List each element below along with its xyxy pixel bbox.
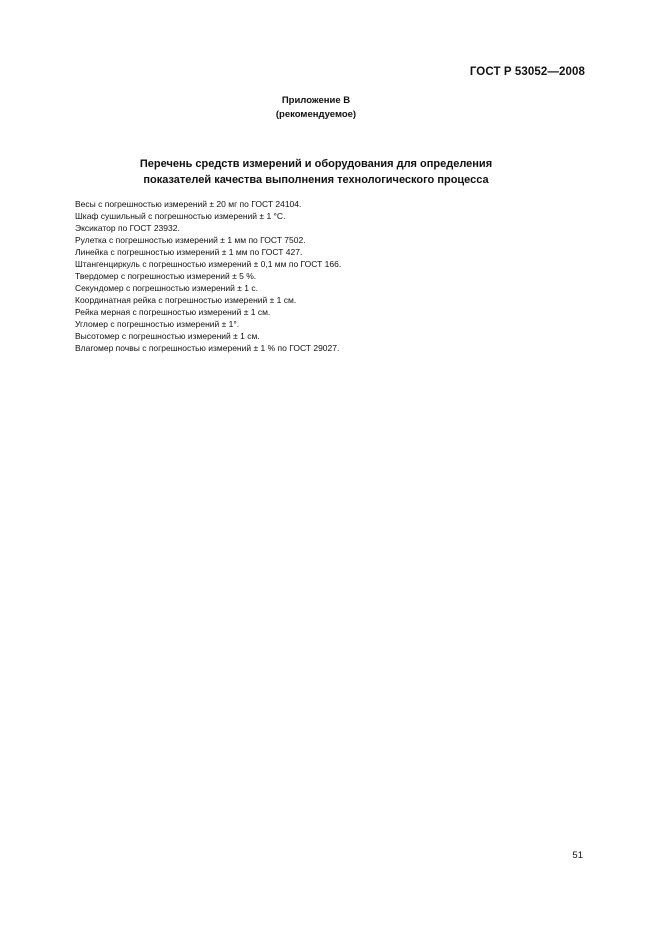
appendix-status: (рекомендуемое) xyxy=(275,109,357,120)
list-item: Координатная рейка с погрешностью измерений ± 1 см. xyxy=(75,295,297,305)
list-item: Весы с погрешностью измерений ± 20 мг по ГОСТ 24104. xyxy=(75,199,302,209)
list-item: Рулетка с погрешностью измерений ± 1 мм по ГОСТ 7502. xyxy=(75,235,306,245)
section-title-line-2: показателей качества выполнения технологического процесса xyxy=(143,174,489,186)
page-number: 51 xyxy=(572,850,583,861)
appendix-label: Приложение В xyxy=(281,95,351,106)
list-item: Влагомер почвы с погрешностью измерений ± 1 % по ГОСТ 29027. xyxy=(75,343,340,353)
appendix-heading xyxy=(0,94,632,122)
list-item: Высотомер с погрешностью измерений ± 1 см. xyxy=(75,331,260,341)
document-code: ГОСТ Р 53052—2008 xyxy=(469,66,585,78)
section-title-line-1: Перечень средств измерений и оборудования для определения xyxy=(139,158,493,170)
list-item: Эксикатор по ГОСТ 23932. xyxy=(75,223,180,233)
list-item: Твердомер с погрешностью измерений ± 5 %. xyxy=(75,271,257,281)
equipment-list xyxy=(75,198,595,354)
list-item: Рейка мерная с погрешностью измерений ± 1 см. xyxy=(75,307,271,317)
list-item: Штангенциркуль с погрешностью измерений ± 0,1 мм по ГОСТ 166. xyxy=(75,259,342,269)
list-item: Угломер с погрешностью измерений ± 1°. xyxy=(75,319,240,329)
section-title xyxy=(0,156,632,188)
list-item: Линейка с погрешностью измерений ± 1 мм по ГОСТ 427. xyxy=(75,247,303,257)
list-item: Шкаф сушильный с погрешностью измерений ± 1 °С. xyxy=(75,211,286,221)
list-item: Секундомер с погрешностью измерений ± 1 с. xyxy=(75,283,258,293)
